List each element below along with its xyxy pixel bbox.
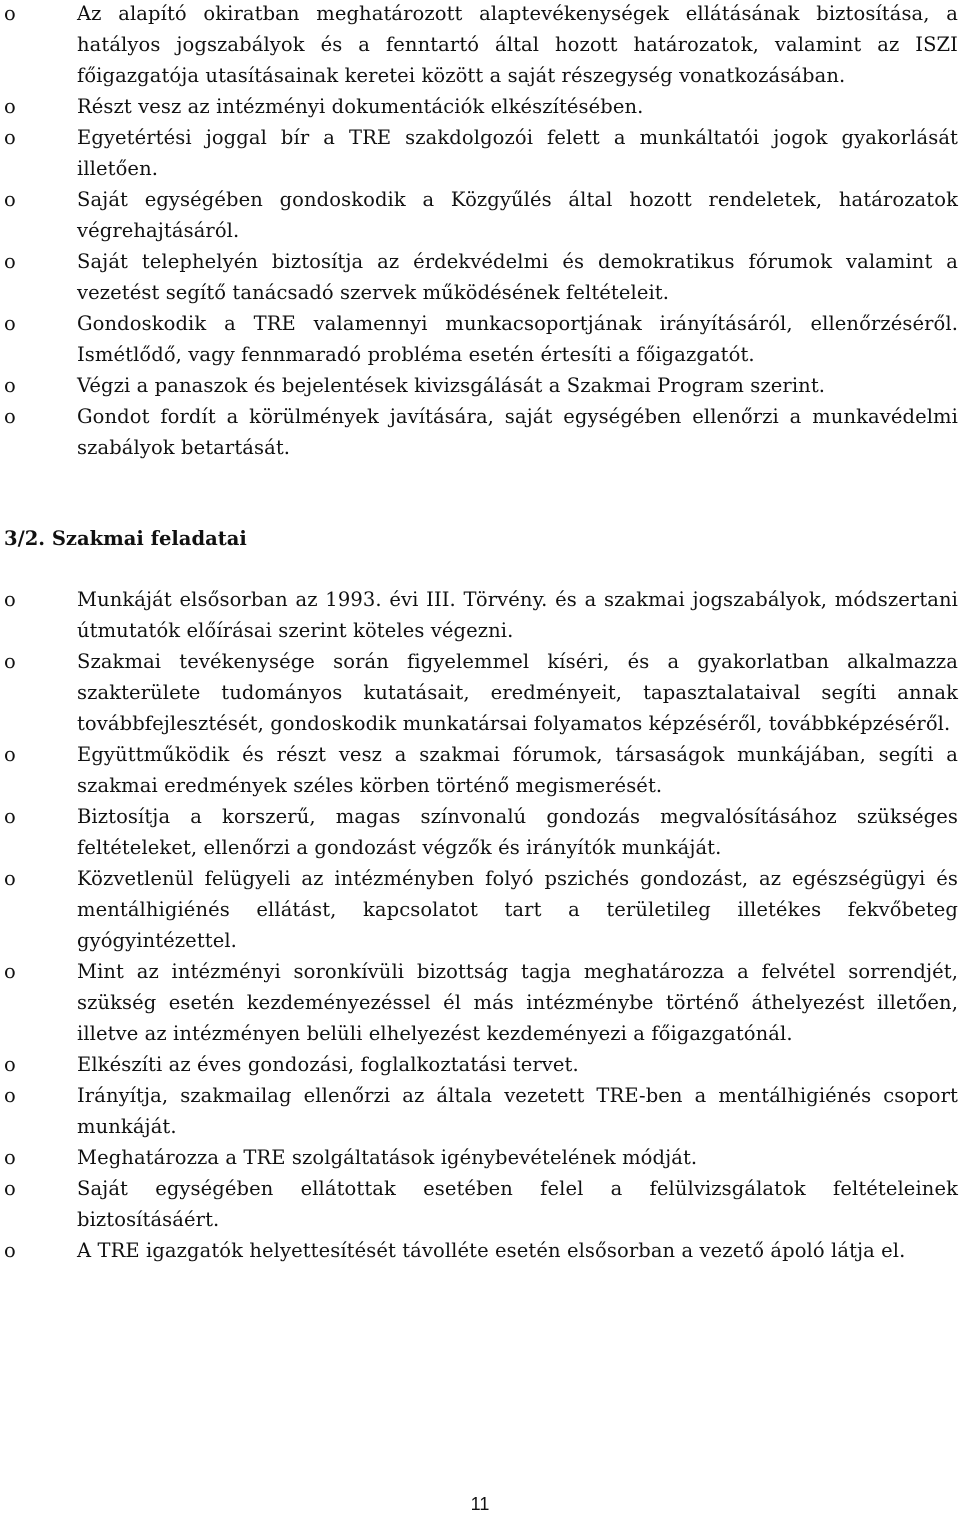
list-item bbox=[0, 956, 958, 1049]
list-item bbox=[0, 401, 958, 463]
list-item bbox=[0, 863, 958, 956]
list-item-text: Együttműködik és részt vesz a szakmai fórumok, társaságok munkájában, segíti a szakmai eredmények széles körben történő megismerését. bbox=[77, 743, 958, 797]
list-item bbox=[0, 308, 958, 370]
list-item-text: Meghatározza a TRE szolgáltatások igénybevételének módját. bbox=[77, 1146, 698, 1169]
list-item bbox=[0, 1049, 958, 1080]
duties-list-top bbox=[0, 0, 958, 463]
list-item bbox=[0, 1173, 958, 1235]
bullet-marker: o bbox=[4, 650, 16, 673]
bullet-marker: o bbox=[4, 1146, 16, 1169]
list-item bbox=[0, 184, 958, 246]
bullet-marker: o bbox=[4, 743, 16, 766]
list-item-text: Saját egységében gondoskodik a Közgyűlés által hozott rendeletek, határozatok végrehajtásáról. bbox=[77, 188, 958, 242]
list-item-text: Részt vesz az intézményi dokumentációk elkészítésében. bbox=[77, 95, 644, 118]
list-item bbox=[0, 122, 958, 184]
list-item-text: Elkészíti az éves gondozási, foglalkoztatási tervet. bbox=[77, 1053, 579, 1076]
list-item-text: Saját egységében ellátottak esetében felel a felülvizsgálatok feltételeinek biztosításáért. bbox=[77, 1177, 958, 1231]
bullet-marker: o bbox=[4, 867, 16, 890]
bullet-marker: o bbox=[4, 805, 16, 828]
list-item-text: Szakmai tevékenysége során figyelemmel kíséri, és a gyakorlatban alkalmazza szakterülete tudományos kutatásait, eredményeit, tapasztalataival segíti annak továbbfejlesztését, gondoskodik munkatársai folyamatos képzéséről, továbbképzéséről. bbox=[77, 650, 958, 735]
list-item-text: Irányítja, szakmailag ellenőrzi az általa vezetett TRE-ben a mentálhigiénés csoport munkáját. bbox=[77, 1084, 958, 1138]
list-item-text: Egyetértési joggal bír a TRE szakdolgozói felett a munkáltatói jogok gyakorlását illetően. bbox=[77, 126, 958, 180]
bullet-marker: o bbox=[4, 312, 16, 335]
list-item bbox=[0, 584, 958, 646]
bullet-marker: o bbox=[4, 95, 16, 118]
list-item bbox=[0, 801, 958, 863]
list-item-text: Közvetlenül felügyeli az intézményben folyó pszichés gondozást, az egészségügyi és mentálhigiénés ellátást, kapcsolatot tart a területileg illetékes fekvőbeteg gyógyintézettel. bbox=[77, 867, 958, 952]
list-item-text: Munkáját elsősorban az 1993. évi III. Törvény. és a szakmai jogszabályok, módszertani útmutatók előírásai szerint köteles végezni. bbox=[77, 588, 958, 642]
bullet-marker: o bbox=[4, 588, 16, 611]
bullet-marker: o bbox=[4, 2, 16, 25]
list-item bbox=[0, 0, 958, 91]
list-item-text: Mint az intézményi soronkívüli bizottság tagja meghatározza a felvétel sorrendjét, szükség esetén kezdeményezéssel él más intézménybe történő áthelyezést illetően, illetve az intézményen belüli elhelyezést kezdeményezi a főigazgatónál. bbox=[77, 960, 958, 1045]
list-item-text: Biztosítja a korszerű, magas színvonalú gondozás megvalósításához szükséges feltételeket, ellenőrzi a gondozást végzők és irányítók munkáját. bbox=[77, 805, 958, 859]
list-item-text: A TRE igazgatók helyettesítését távolléte esetén elsősorban a vezető ápoló látja el. bbox=[77, 1239, 906, 1262]
bullet-marker: o bbox=[4, 1177, 16, 1200]
list-item bbox=[0, 646, 958, 739]
page-number: 11 bbox=[470, 1494, 490, 1514]
list-item-text: Gondoskodik a TRE valamennyi munkacsoportjának irányításáról, ellenőrzéséről. Ismétlődő, vagy fennmaradó probléma esetén értesíti a főigazgatót. bbox=[77, 312, 958, 366]
list-item bbox=[0, 1142, 958, 1173]
list-item-text: Az alapító okiratban meghatározott alaptevékenységek ellátásának biztosítása, a hatályos jogszabályok és a fenntartó által hozott határozatok, valamint az ISZI főigazgatója utasításainak keretei között a saját részegység vonatkozásában. bbox=[77, 2, 958, 87]
bullet-marker: o bbox=[4, 188, 16, 211]
bullet-marker: o bbox=[4, 1239, 16, 1262]
list-item bbox=[0, 1080, 958, 1142]
section-heading: 3/2. Szakmai feladatai bbox=[4, 527, 247, 550]
bullet-marker: o bbox=[4, 405, 16, 428]
list-item bbox=[0, 246, 958, 308]
bullet-marker: o bbox=[4, 374, 16, 397]
list-item bbox=[0, 1235, 958, 1266]
list-item bbox=[0, 91, 958, 122]
bullet-marker: o bbox=[4, 1053, 16, 1076]
list-item-text: Saját telephelyén biztosítja az érdekvédelmi és demokratikus fórumok valamint a vezetést segítő tanácsadó szervek működésének feltételeit. bbox=[77, 250, 958, 304]
list-item-text: Végzi a panaszok és bejelentések kivizsgálását a Szakmai Program szerint. bbox=[77, 374, 826, 397]
list-item-text: Gondot fordít a körülmények javítására, saját egységében ellenőrzi a munkavédelmi szabályok betartását. bbox=[77, 405, 958, 459]
bullet-marker: o bbox=[4, 960, 16, 983]
professional-duties-list bbox=[0, 584, 958, 1266]
list-item bbox=[0, 739, 958, 801]
list-item bbox=[0, 370, 958, 401]
bullet-marker: o bbox=[4, 250, 16, 273]
bullet-marker: o bbox=[4, 1084, 16, 1107]
bullet-marker: o bbox=[4, 126, 16, 149]
